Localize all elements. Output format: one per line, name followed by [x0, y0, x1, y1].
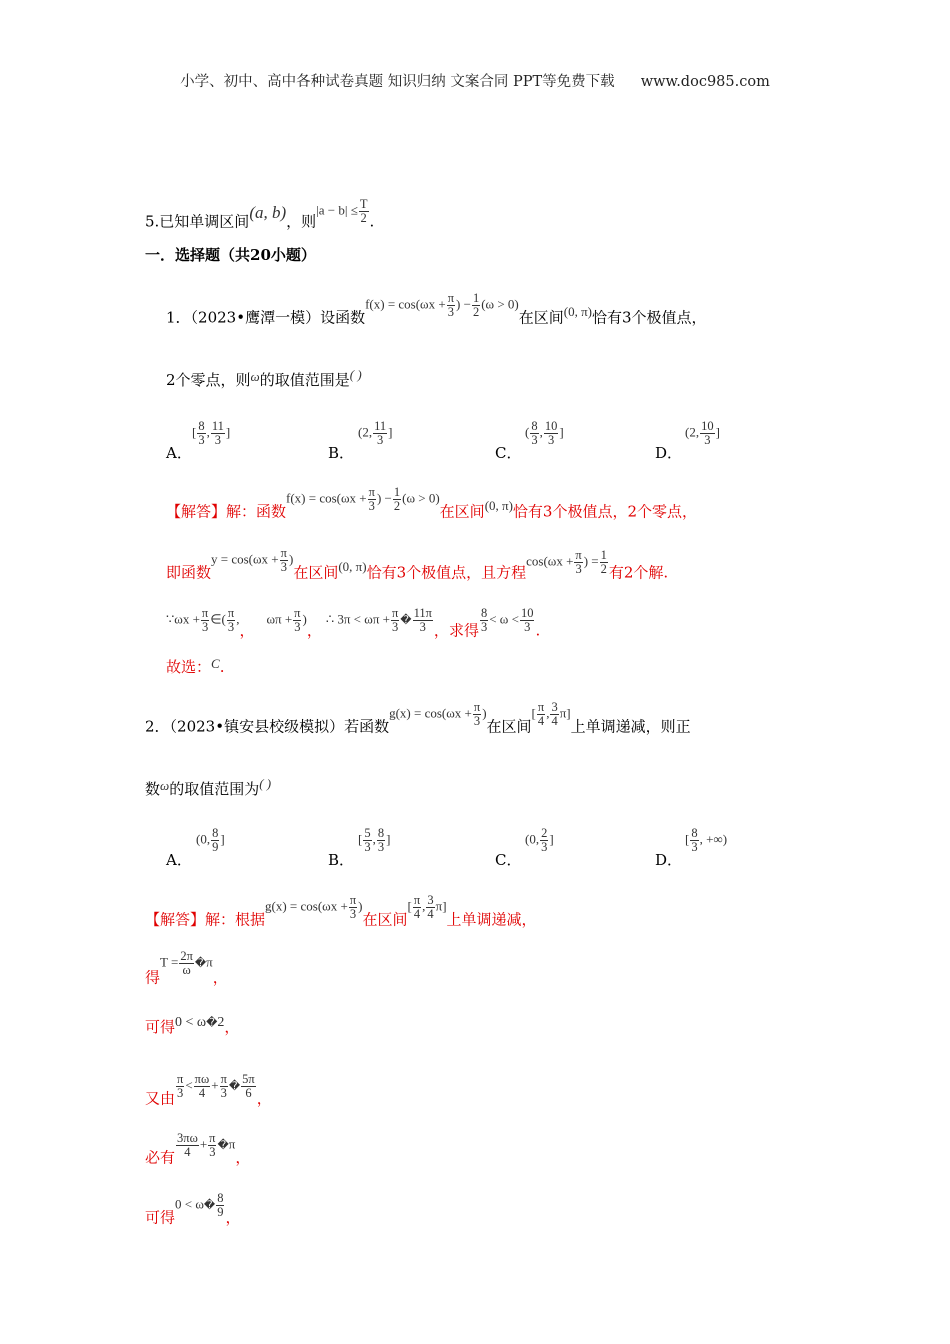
q2-number: 2． — [145, 717, 170, 736]
q2-answer-blank: ( ) — [259, 776, 272, 791]
intro-line: 5.已知单调区间(a, b)，则|a − b| ≤ $\frac{T}{2}$ . — [145, 197, 375, 231]
page-header — [0, 70, 950, 91]
q1-function: f(x) = cos(ωx + $\frac{\pi}{3}$ ) − $\frac{1}{2}$ (ω > 0) — [365, 291, 519, 319]
q2-function: g(x) = cos(ωx + $\frac{\pi}{3}$ ) — [389, 700, 487, 728]
q1-solution-line2: 即函数y = cos(ωx + $\frac{\pi}{3}$ )在区间(0, π)恰有3个极值点，且方程cos(ωx + $\frac{\pi}{3}$ ) = $\frac{1}{2}$ 有2个解. — [166, 546, 669, 582]
q1-stem-line2: 2个零点，则ω的取值范围是( ) — [166, 367, 362, 389]
q2-solution-line1: 【解答】解：根据g(x) = cos(ωx + $\frac{\pi}{3}$ )在区间[ $\frac{\pi}{4}$ , $\frac{3}{4}$ π]上单调递减， — [145, 893, 537, 929]
q1-interval: (0, π) — [563, 304, 592, 320]
intro-interval: (a, b) — [249, 203, 287, 223]
q2-step-range2: 可得0 < ω� $\frac{8}{9}$ ， — [145, 1191, 241, 1227]
q1-answer: 故选：C. — [166, 656, 225, 676]
q2-stem-line1: 2．（2023•镇安县校级模拟）若函数g(x) = cos(ωx + $\frac{\pi}{3}$ )在区间[ $\frac{\pi}{4}$ , $\frac{3}{4}$ π]上单调递减，则正 — [145, 700, 691, 736]
q1-answer-blank: ( ) — [349, 367, 362, 382]
q1-solution-line1: 【解答】解：函数f(x) = cos(ωx + $\frac{\pi}{3}$ ) − $\frac{1}{2}$ (ω > 0)在区间(0, π)恰有3个极值点，2个零点， — [166, 485, 698, 521]
q2-stem-line2: 数ω的取值范围为( ) — [145, 776, 272, 798]
q1-stem-line1: 1．（2023•鹰潭一模）设函数f(x) = cos(ωx + $\frac{\pi}{3}$ ) − $\frac{1}{2}$ (ω > 0)在区间(0, π)恰有3个极值点， — [166, 291, 707, 327]
q2-step-range1: 可得0 < ω�2， — [145, 1015, 240, 1036]
q1-solution-line3: ∵ωx + $\frac{\pi}{3}$ ∈( $\frac{\pi}{3}$ ,，ωπ + $\frac{\pi}{3}$ )，∴ 3π < ωπ + $\frac{\pi}{3}$ � $\frac{11\pi}{3}$ ，求得 $\frac{8}{3}$ < ω < $\frac{10}{3}$ . — [166, 606, 541, 640]
q2-interval: [ $\frac{\pi}{4}$ , $\frac{3}{4}$ π] — [531, 700, 571, 728]
q2-step-period: 得T = $\frac{2\pi}{\omega}$ �π， — [145, 949, 228, 987]
intro-prefix: 5.已知单调区间 — [145, 212, 250, 231]
q1-source: （2023•鹰潭一模）设函数 — [190, 308, 366, 327]
intro-mid: ，则 — [286, 212, 317, 231]
q1-answer-choice: C — [211, 656, 220, 671]
section-title: 一．选择题（共20小题） — [145, 246, 316, 264]
intro-condition: |a − b| ≤ $\frac{T}{2}$ — [316, 197, 368, 225]
q2-step-necessary: 必有 $\frac{3\pi\omega}{4}$ + $\frac{\pi}{3}$ �π， — [145, 1131, 251, 1167]
header-site: www.doc985.com — [640, 74, 770, 90]
q1-number: 1． — [166, 308, 191, 327]
header-text: 小学、初中、高中各种试卷真题 知识归纳 文案合同 PPT等免费下载 — [180, 74, 615, 90]
q2-source: （2023•镇安县校级模拟）若函数 — [169, 717, 390, 736]
q2-step-bound: 又由 $\frac{\pi}{3}$ < $\frac{\pi\omega}{4}$ + $\frac{\pi}{3}$ � $\frac{5\pi}{6}$ ， — [145, 1072, 272, 1108]
